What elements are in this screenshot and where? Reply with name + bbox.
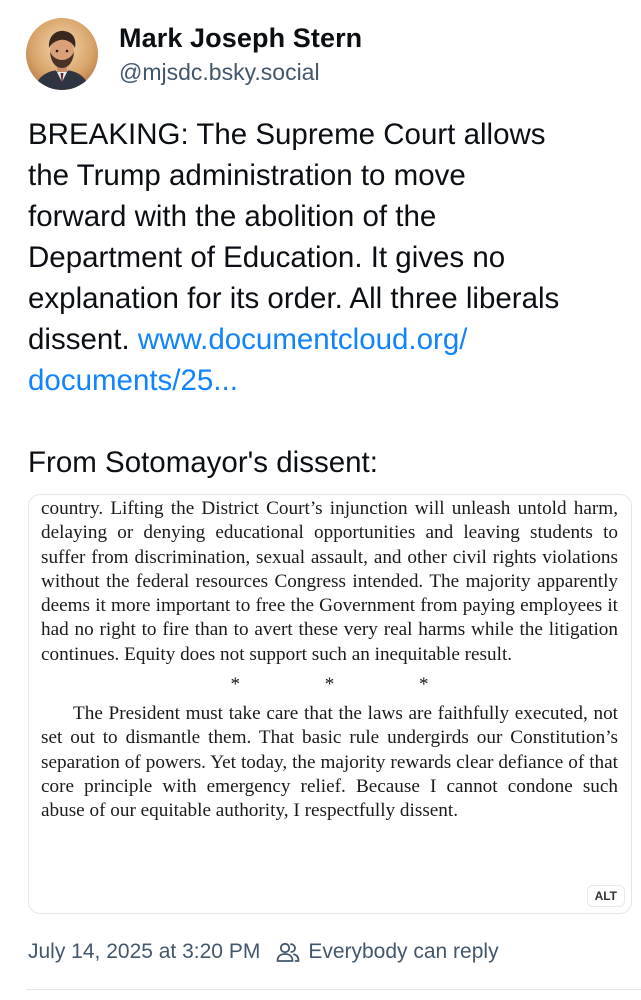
avatar-image: [26, 18, 98, 90]
post-text-line: forward with the abolition of the: [28, 200, 437, 233]
post-link-line1[interactable]: www.documentcloud.org/: [137, 323, 468, 356]
paragraph-spacer: [28, 401, 618, 442]
alt-text-badge[interactable]: ALT: [587, 885, 625, 907]
post-text-line: Department of Education. It gives no: [28, 241, 506, 274]
dissent-paragraph-1: country. Lifting the District Court’s injunction will unleash untold harm, delaying or denying educational opportunities and leaving students to suffer from discrimination, sexual assault, and other civil rights violations without the federal resources Congress intended. The majority apparently deems it more important to free the Government from paying employees it had no right to fire than to avert these very real harms while the litigation continues. Equity does not support such an inequitable result.: [41, 498, 618, 665]
author-handle[interactable]: @mjsdc.bsky.social: [119, 59, 320, 85]
author-display-name[interactable]: Mark Joseph Stern: [119, 23, 363, 53]
post-text-line: the Trump administration to move: [28, 159, 466, 192]
divider: [26, 989, 641, 990]
post-link-line2[interactable]: documents/25...: [28, 364, 238, 397]
reply-setting[interactable]: [276, 940, 498, 964]
avatar[interactable]: [26, 18, 98, 90]
dissent-paragraph-2: The President must take care that the laws are faithfully executed, not set out to dismantle them. That basic rule undergirds our Constitution’s separation of powers. Yet today, the majority rewards clear defiance of that core principle with emergency relief. Because I cannot condone such abuse of our equitable authority, I respectfully dissent.: [41, 703, 618, 822]
post-header: [26, 18, 362, 90]
document-excerpt: [41, 497, 618, 824]
post-text-line: BREAKING: The Supreme Court allows: [28, 118, 546, 151]
post-timestamp: July 14, 2025 at 3:20 PM: [28, 940, 261, 963]
post-meta: [28, 940, 499, 964]
image-embed[interactable]: [28, 494, 632, 914]
post-text-line: dissent.: [28, 323, 130, 356]
reply-setting-label[interactable]: Everybody can reply: [308, 940, 499, 963]
post-text-line: explanation for its order. All three liberals: [28, 282, 560, 315]
people-icon: [276, 941, 300, 963]
post-text: [28, 114, 618, 483]
author-names: [119, 21, 362, 87]
section-separator: * * *: [230, 674, 469, 696]
quote-intro: From Sotomayor's dissent:: [28, 446, 378, 479]
